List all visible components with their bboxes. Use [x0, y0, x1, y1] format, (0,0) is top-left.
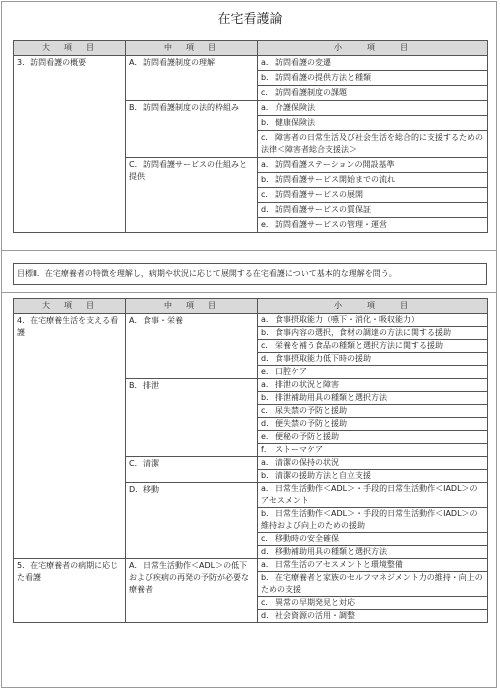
minor-item: d．訪問看護サービスの質保証 — [258, 203, 488, 218]
minor-item: b．訪問看護サービス開始までの流れ — [258, 173, 488, 188]
minor-item: a．排泄の状況と障害 — [258, 379, 488, 392]
minor-item: a．介護保険法 — [258, 101, 488, 116]
minor-item: a．清潔の保持の状況 — [258, 457, 488, 470]
minor-item: c． 訪問看護制度の課題 — [258, 86, 488, 101]
minor-item: a．日常生活のアセスメントと環境整備 — [258, 559, 488, 572]
divider — [1, 292, 497, 293]
minor-item: d．便失禁の予防と援助 — [258, 418, 488, 431]
minor-item: d．食事摂取能力低下時の援助 — [258, 353, 488, 366]
minor-item: c． 訪問看護サービスの展開 — [258, 188, 488, 203]
minor-item: a．訪問看護ステーションの開設基準 — [258, 158, 488, 173]
middle-item: A．日常生活動作＜ADL＞の低下および疾病の再発の予防が必要な療養者 — [126, 559, 258, 623]
minor-item: b．清潔の援助方法と自立支援 — [258, 470, 488, 483]
header-major: 大 項 目 — [14, 41, 126, 56]
middle-item: B．訪問看護制度の法的枠組み — [126, 101, 258, 158]
middle-item: C．清潔 — [126, 457, 258, 483]
middle-item: C．訪問看護サービスの仕組みと提供 — [126, 158, 258, 233]
minor-item: e．口腔ケア — [258, 366, 488, 379]
major-item: 5．在宅療養者の病期に応じた看護 — [14, 559, 126, 623]
middle-item: B．排泄 — [126, 379, 258, 457]
minor-item: f． ストーマケア — [258, 444, 488, 457]
minor-item: b．訪問看護の提供方法と種類 — [258, 71, 488, 86]
header-row — [14, 299, 488, 314]
minor-item: b．健康保険法 — [258, 116, 488, 131]
header-minor: 小 項 目 — [258, 299, 488, 314]
minor-item: b．在宅療養者と家族のセルフマネジメント力の維持・向上のための支援 — [258, 572, 488, 597]
middle-item: A．訪問看護制度の理解 — [126, 56, 258, 101]
minor-item: b．排泄補助用具の種類と選択方法 — [258, 392, 488, 405]
minor-item: d．社会資源の活用・調整 — [258, 610, 488, 623]
minor-item: b．日常生活動作＜ADL＞・手段的日常生活動作＜IADL＞の維持および向上のための援助 — [258, 508, 488, 533]
outline-table-2 — [13, 298, 488, 623]
header-minor: 小 項 目 — [258, 41, 488, 56]
minor-item: c． 異常の早期発見と対応 — [258, 597, 488, 610]
document-title: 在宅看護論 — [217, 12, 283, 27]
minor-item: a．食事摂取能力（嚥下・消化・吸収能力） — [258, 314, 488, 327]
minor-item: d．移動補助用具の種類と選択方法 — [258, 546, 488, 559]
minor-item: e．訪問看護サービスの管理・運営 — [258, 218, 488, 233]
header-middle: 中 項 目 — [126, 299, 258, 314]
header-middle: 中 項 目 — [126, 41, 258, 56]
minor-item: a．日常生活動作＜ADL＞・手段的日常生活動作＜IADL＞のアセスメント — [258, 483, 488, 508]
major-item: 4．在宅療養生活を支える看護 — [14, 314, 126, 559]
minor-item: c． 障害者の日常生活及び社会生活を総合的に支援するための法律＜障害者総合支援法＞ — [258, 131, 488, 158]
outline-table-1 — [13, 40, 488, 233]
minor-item: b．食事内容の選択，食材の調達の方法に関する援助 — [258, 327, 488, 340]
minor-item: c． 移動時の安全確保 — [258, 533, 488, 546]
middle-item: D．移動 — [126, 483, 258, 559]
middle-item: A．食事・栄養 — [126, 314, 258, 379]
goal-statement: 目標Ⅱ．在宅療養者の特徴を理解し，病期や状況に応じて展開する在宅看護について基本的な理解を問う。 — [13, 263, 487, 285]
minor-item: c． 尿失禁の予防と援助 — [258, 405, 488, 418]
header-major: 大 項 目 — [14, 299, 126, 314]
header-row — [14, 41, 488, 56]
divider — [1, 250, 497, 251]
minor-item: c． 栄養を補う食品の種類と選択方法に関する援助 — [258, 340, 488, 353]
minor-item: e．便秘の予防と援助 — [258, 431, 488, 444]
minor-item: a．訪問看護の変遷 — [258, 56, 488, 71]
major-item: 3．訪問看護の概要 — [14, 56, 126, 233]
